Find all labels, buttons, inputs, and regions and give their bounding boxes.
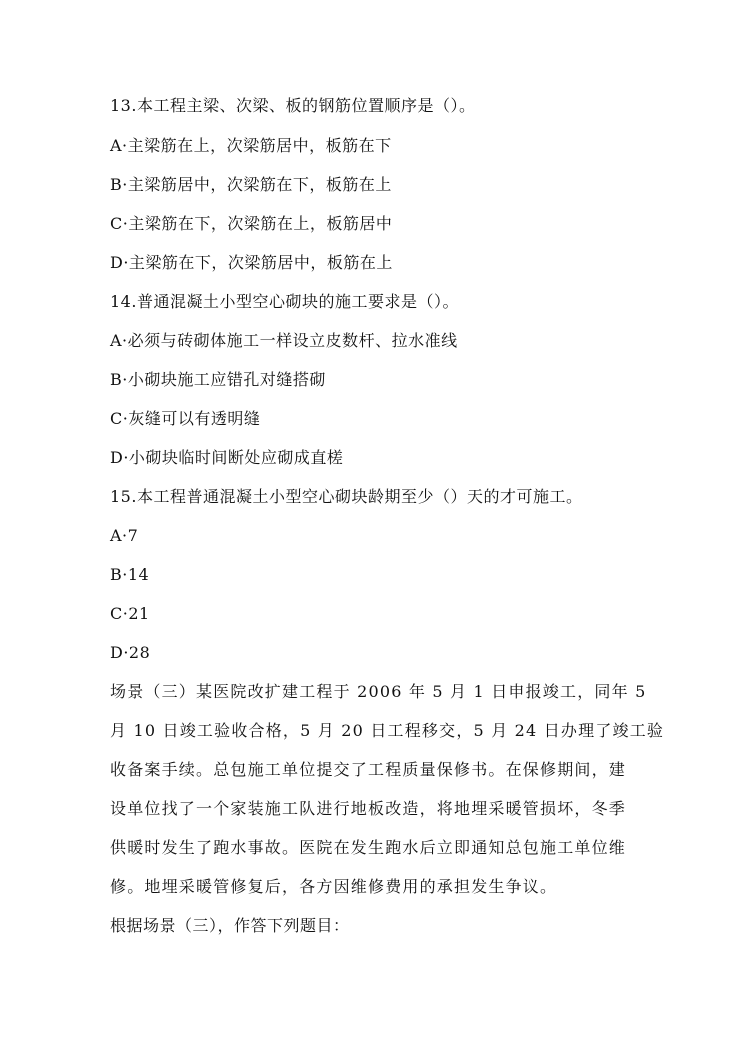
question-14-option-b: B·小砌块施工应错孔对缝搭砌 (110, 370, 326, 389)
question-15-option-c: C·21 (110, 604, 150, 623)
question-13-stem: 13.本工程主梁、次梁、板的钢筋位置顺序是（）。 (110, 96, 476, 115)
question-14-option-c: C·灰缝可以有透明缝 (110, 409, 261, 428)
scenario-paragraph-line: 月 10 日竣工验收合格，5 月 20 日工程移交，5 月 24 日办理了竣工验 (110, 721, 665, 740)
question-15-option-b: B·14 (110, 565, 150, 584)
scenario-prompt: 根据场景（三），作答下列题目： (110, 916, 350, 935)
question-14-stem: 14.普通混凝土小型空心砌块的施工要求是（）。 (110, 292, 459, 311)
question-13-option-c: C·主梁筋在下，次梁筋在上，板筋居中 (110, 214, 393, 233)
question-15-option-d: D·28 (110, 643, 151, 662)
question-15-option-a: A·7 (110, 526, 139, 545)
question-14-option-d: D·小砌块临时间断处应砌成直槎 (110, 448, 344, 467)
scenario-paragraph-line: 修。地埋采暖管修复后，各方因维修费用的承担发生争议。 (110, 877, 558, 896)
question-13-option-b: B·主梁筋居中，次梁筋在下，板筋在上 (110, 175, 392, 194)
scenario-paragraph-line: 设单位找了一个家装施工队进行地板改造，将地埋采暖管损坏，冬季 (110, 799, 627, 818)
scenario-paragraph-line: 场景（三）某医院改扩建工程于 2006 年 5 月 1 日申报竣工，同年 5 (110, 682, 647, 701)
scenario-paragraph-line: 供暖时发生了跑水事故。医院在发生跑水后立即通知总包施工单位维 (110, 838, 627, 857)
scenario-paragraph-line: 收备案手续。总包施工单位提交了工程质量保修书。在保修期间，建 (110, 760, 627, 779)
question-14-option-a: A·必须与砖砌体施工一样设立皮数杆、拉水准线 (110, 331, 458, 350)
question-13-option-a: A·主梁筋在上，次梁筋居中，板筋在下 (110, 136, 392, 155)
question-13-option-d: D·主梁筋在下，次梁筋居中，板筋在上 (110, 253, 393, 272)
question-15-stem: 15.本工程普通混凝土小型空心砌块龄期至少（）天的才可施工。 (110, 487, 583, 506)
